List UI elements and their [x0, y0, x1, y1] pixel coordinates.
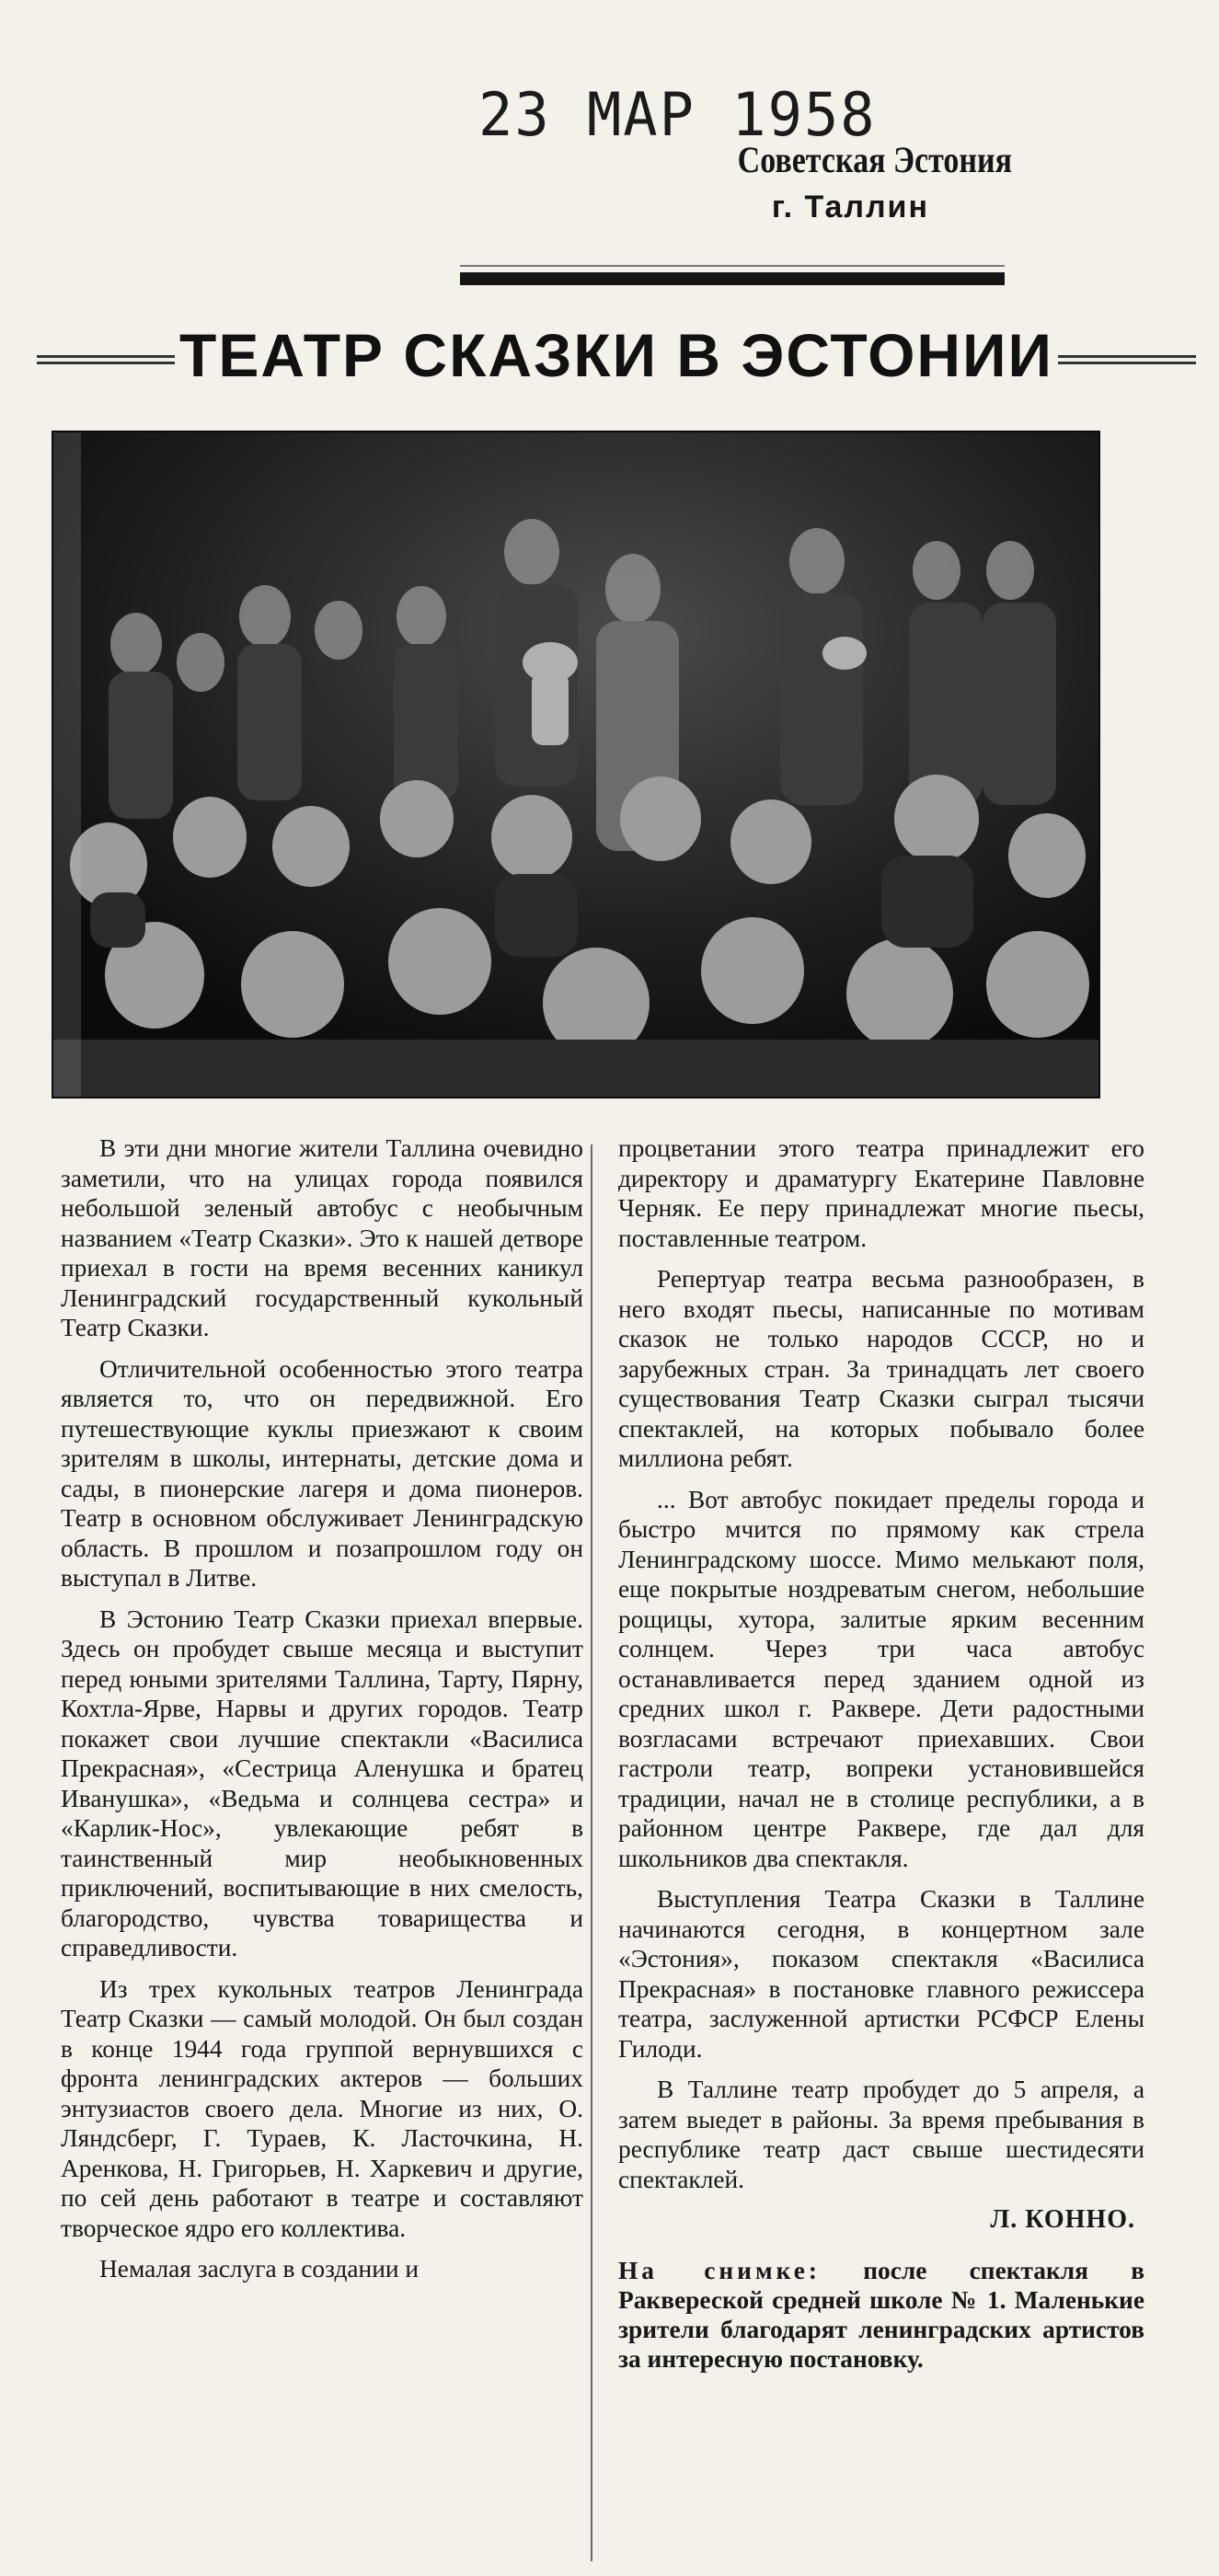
paragraph: Репертуар театра весьма разнообразен, в него входят пьесы, написанные по мотивам сказок не только народов СССР, но и зарубежных стран. За тринадцать лет своего существования Театр Сказки сыграл тысячи спектаклей, на которых побывало более миллиона ребят. — [618, 1265, 1144, 1472]
caption-text: после спектакля в Раквереской средней школе № 1. Маленькие зрители благодарят ленинградских артистов за интересную постановку. — [618, 2256, 1144, 2373]
paragraph: Из трех кукольных театров Ленинграда Театр Сказки — самый молодой. Он был создан в конце 1944 года группой вернувшихся с фронта ленинградских актеров — больших энтузиастов своего дела. Многие из них, О. Ляндсберг, Г. Тураев, К. Ласточкина, Н. Аренкова, Н. Григорьев, Н. Харкевич и другие, по сей день работают в театре и составляют творческое ядро его коллектива. — [61, 1974, 583, 2242]
paragraph: Немалая заслуга в создании и — [99, 2255, 420, 2283]
article-author: Л. КОННО. — [990, 2205, 1135, 2234]
headline-rule-right — [1058, 355, 1196, 364]
column-divider — [591, 1144, 592, 2561]
paragraph: ... Вот автобус покидает пределы города и быстро мчится по прямому как стрела Ленинградскому шоссе. Мимо мелькают поля, еще покрытые ноздреватым снегом, небольшие рощицы, хутора, залитые ярким весенним солнцем. Через три часа автобус останавливается перед зданием одной из средних школ г. Раквере. Дети радостными возгласами встречают приехавших. Свои гастроли театр, вопреки установившейся традиции, начал не в столице республики, а в районном центре Раквере, где дал для школьников два спектакля. — [618, 1485, 1144, 1872]
article-photo — [52, 431, 1100, 1098]
stamp-rule — [460, 272, 1005, 285]
stamp-date: 23 МАР 1958 — [478, 79, 877, 150]
paragraph: Выступления Театра Сказки в Таллине начинаются сегодня, в концертном зале «Эстония», показом спектакля «Василиса Прекрасная» в постановке главного режиссера театра, заслуженной артистки РСФСР Елены Гилоди. — [618, 1885, 1144, 2063]
photo-illustration — [53, 432, 1098, 1097]
paragraph: В Эстонию Театр Сказки приехал впервые. Здесь он пробудет свыше месяца и выступит перед юными зрителями Таллина, Тарту, Пярну, Кохтла-Ярве, Нарвы и других городов. Театр покажет свои лучшие спектакли «Василиса Прекрасная», «Сестрица Аленушка и братец Иванушка», «Ведьма и солнцева сестра» и «Карлик-Нос», увлекающие ребят в таинственный мир необыкновенных приключений, воспитывающие в них смелость, благородство, чувства товарищества и справедливости. — [61, 1604, 583, 1961]
headline: ТЕАТР СКАЗКИ В ЭСТОНИИ — [179, 321, 1053, 389]
newspaper-name: Советская Эстония — [737, 139, 1012, 180]
article-right-column — [618, 1133, 1144, 2385]
archive-stamp — [478, 81, 1012, 302]
paragraph: В Таллине театр пробудет до 5 апреля, а затем выедет в районы. За время пребывания в республике театр даст свыше шестидесяти спектаклей. — [618, 2076, 1144, 2193]
headline-rule-left — [37, 355, 175, 364]
photo-caption — [618, 2256, 1144, 2374]
caption-lead: На снимке: — [618, 2256, 821, 2284]
newspaper-city: г. Таллин — [771, 190, 929, 224]
paragraph: В эти дни многие жители Таллина очевидно заметили, что на улицах города появился небольшой зеленый автобус с необычным названием «Театр Сказки». Это к нашей детворе приехал в гости на время весенних каникул Ленинградский государственный кукольный Театр Сказки. — [61, 1134, 583, 1341]
article-left-column — [61, 1133, 583, 2295]
paragraph: Отличительной особенностью этого театра является то, что он передвижной. Его путешествующие куклы приезжают к своим зрителям в школы, интернаты, детские дома и сады, в пионерские лагеря и дома пионеров. Театр в основном обслуживает Ленинградскую область. В прошлом и позапрошлом году он выступал в Литве. — [61, 1354, 583, 1592]
headline-block — [37, 320, 1196, 401]
paragraph: процветании этого театра принадлежит его директору и драматургу Екатерине Павловне Черняк. Ее перу принадлежат многие пьесы, поставленные театром. — [618, 1134, 1144, 1252]
